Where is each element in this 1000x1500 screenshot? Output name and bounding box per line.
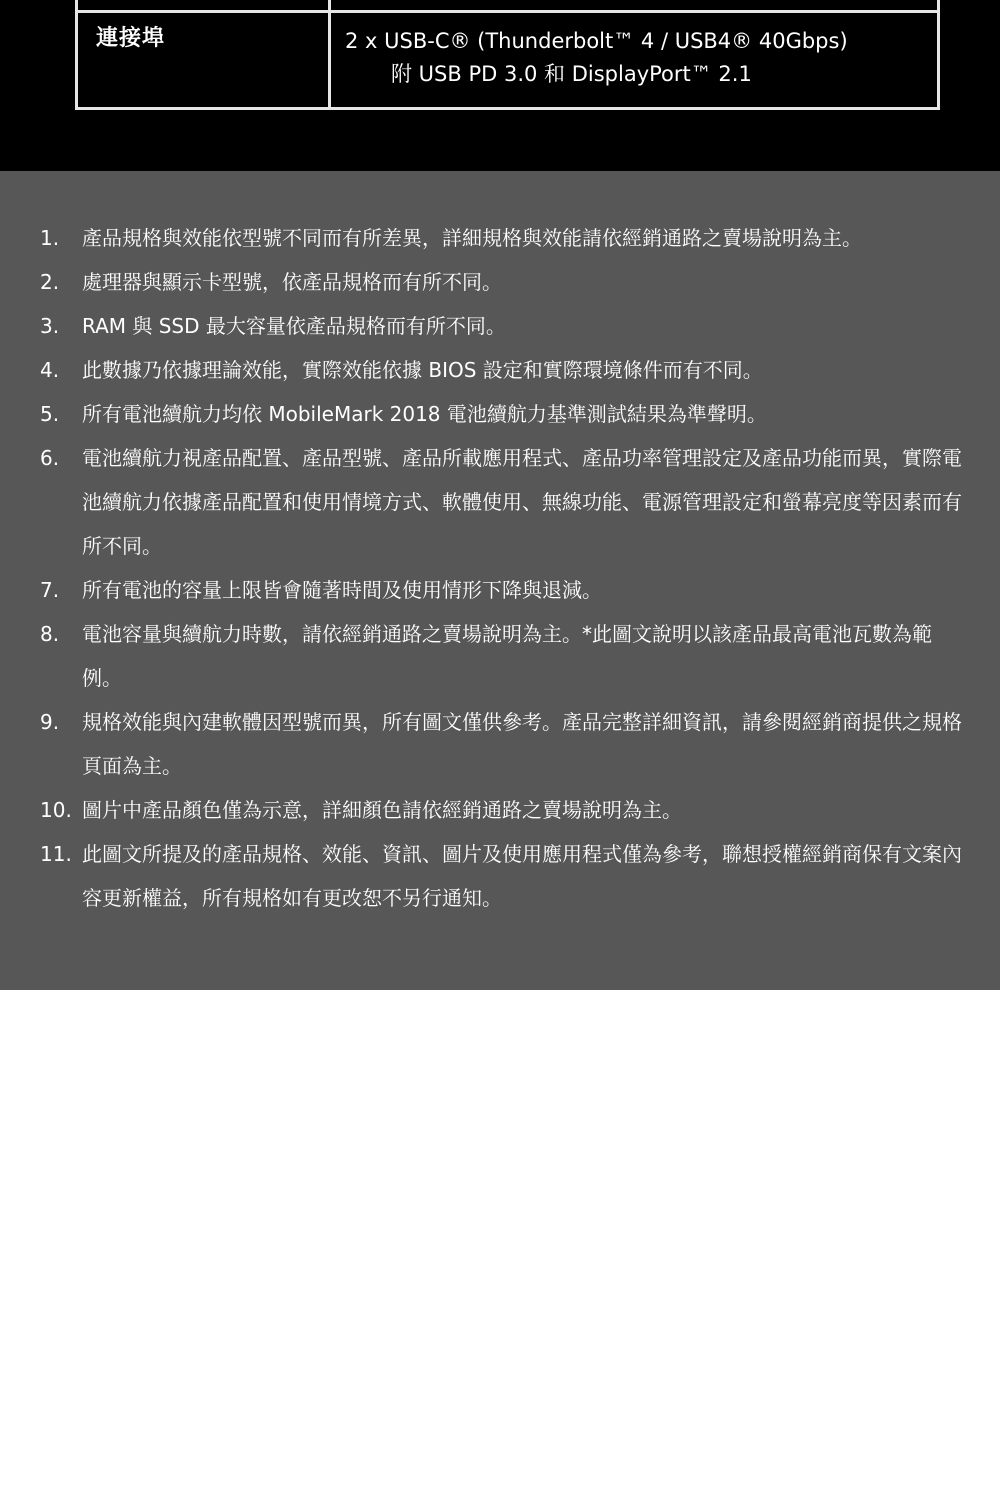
disclaimer-item — [0, 260, 1000, 304]
disclaimer-text: 產品規格與效能依型號不同而有所差異，詳細規格與效能請依經銷通路之賣場說明為主。 — [82, 226, 862, 250]
disclaimer-number: 10. — [40, 798, 72, 822]
disclaimer-item — [0, 348, 1000, 392]
disclaimer-number: 6. — [40, 446, 60, 470]
disclaimer-number: 2. — [40, 270, 60, 294]
disclaimer-text: 電池容量與續航力時數，請依經銷通路之賣場說明為主。*此圖文說明以該產品最高電池瓦數為範例。 — [82, 622, 932, 690]
disclaimer-item — [0, 700, 1000, 788]
disclaimer-text: 圖片中產品顏色僅為示意，詳細顏色請依經銷通路之賣場說明為主。 — [82, 798, 682, 822]
disclaimer-number: 5. — [40, 402, 60, 426]
spec-value-line1: 2 x USB-C® (Thunderbolt™ 4 / USB4® 40Gbps) — [345, 29, 848, 53]
disclaimer-number: 11. — [40, 842, 72, 866]
disclaimer-item — [0, 216, 1000, 260]
disclaimer-text: 電池續航力視產品配置、產品型號、產品所載應用程式、產品功率管理設定及產品功能而異，實際電池續航力依據產品配置和使用情境方式、軟體使用、無線功能、電源管理設定和螢幕亮度等因素而有所不同。 — [82, 446, 962, 558]
disclaimer-number: 8. — [40, 622, 60, 646]
disclaimer-text: 規格效能與內建軟體因型號而異，所有圖文僅供參考。產品完整詳細資訊，請參閱經銷商提供之規格頁面為主。 — [82, 710, 962, 778]
spec-value-line2: 附 USB PD 3.0 和 DisplayPort™ 2.1 — [391, 62, 752, 86]
spec-table — [75, 0, 940, 110]
blank-area — [0, 990, 1000, 1500]
spec-row-ports — [77, 12, 939, 109]
disclaimer-text: 此數據乃依據理論效能，實際效能依據 BIOS 設定和實際環境條件而有不同。 — [82, 358, 763, 382]
spec-table-cell — [77, 0, 330, 12]
disclaimer-item — [0, 612, 1000, 700]
disclaimer-number: 1. — [40, 226, 60, 250]
disclaimer-section — [0, 171, 1000, 990]
disclaimer-item — [0, 436, 1000, 568]
spec-table-cell — [330, 0, 939, 12]
disclaimer-text: 此圖文所提及的產品規格、效能、資訊、圖片及使用應用程式僅為參考，聯想授權經銷商保有文案內容更新權益，所有規格如有更改恕不另行通知。 — [82, 842, 962, 910]
disclaimer-number: 9. — [40, 710, 60, 734]
disclaimer-number: 4. — [40, 358, 60, 382]
disclaimer-item — [0, 392, 1000, 436]
disclaimer-text: 所有電池的容量上限皆會隨著時間及使用情形下降與退減。 — [82, 578, 602, 602]
disclaimer-item — [0, 832, 1000, 920]
disclaimer-number: 7. — [40, 578, 60, 602]
disclaimer-item — [0, 304, 1000, 348]
disclaimer-item — [0, 568, 1000, 612]
spec-table-previous-row — [77, 0, 939, 12]
spec-label: 連接埠 — [77, 12, 330, 109]
spec-value — [330, 12, 939, 109]
disclaimer-number: 3. — [40, 314, 60, 338]
disclaimer-list — [0, 216, 1000, 920]
disclaimer-text: RAM 與 SSD 最大容量依產品規格而有所不同。 — [82, 314, 506, 338]
disclaimer-text: 所有電池續航力均依 MobileMark 2018 電池續航力基準測試結果為準聲明。 — [82, 402, 767, 426]
disclaimer-text: 處理器與顯示卡型號，依產品規格而有所不同。 — [82, 270, 502, 294]
disclaimer-item — [0, 788, 1000, 832]
spec-section — [0, 0, 1000, 171]
